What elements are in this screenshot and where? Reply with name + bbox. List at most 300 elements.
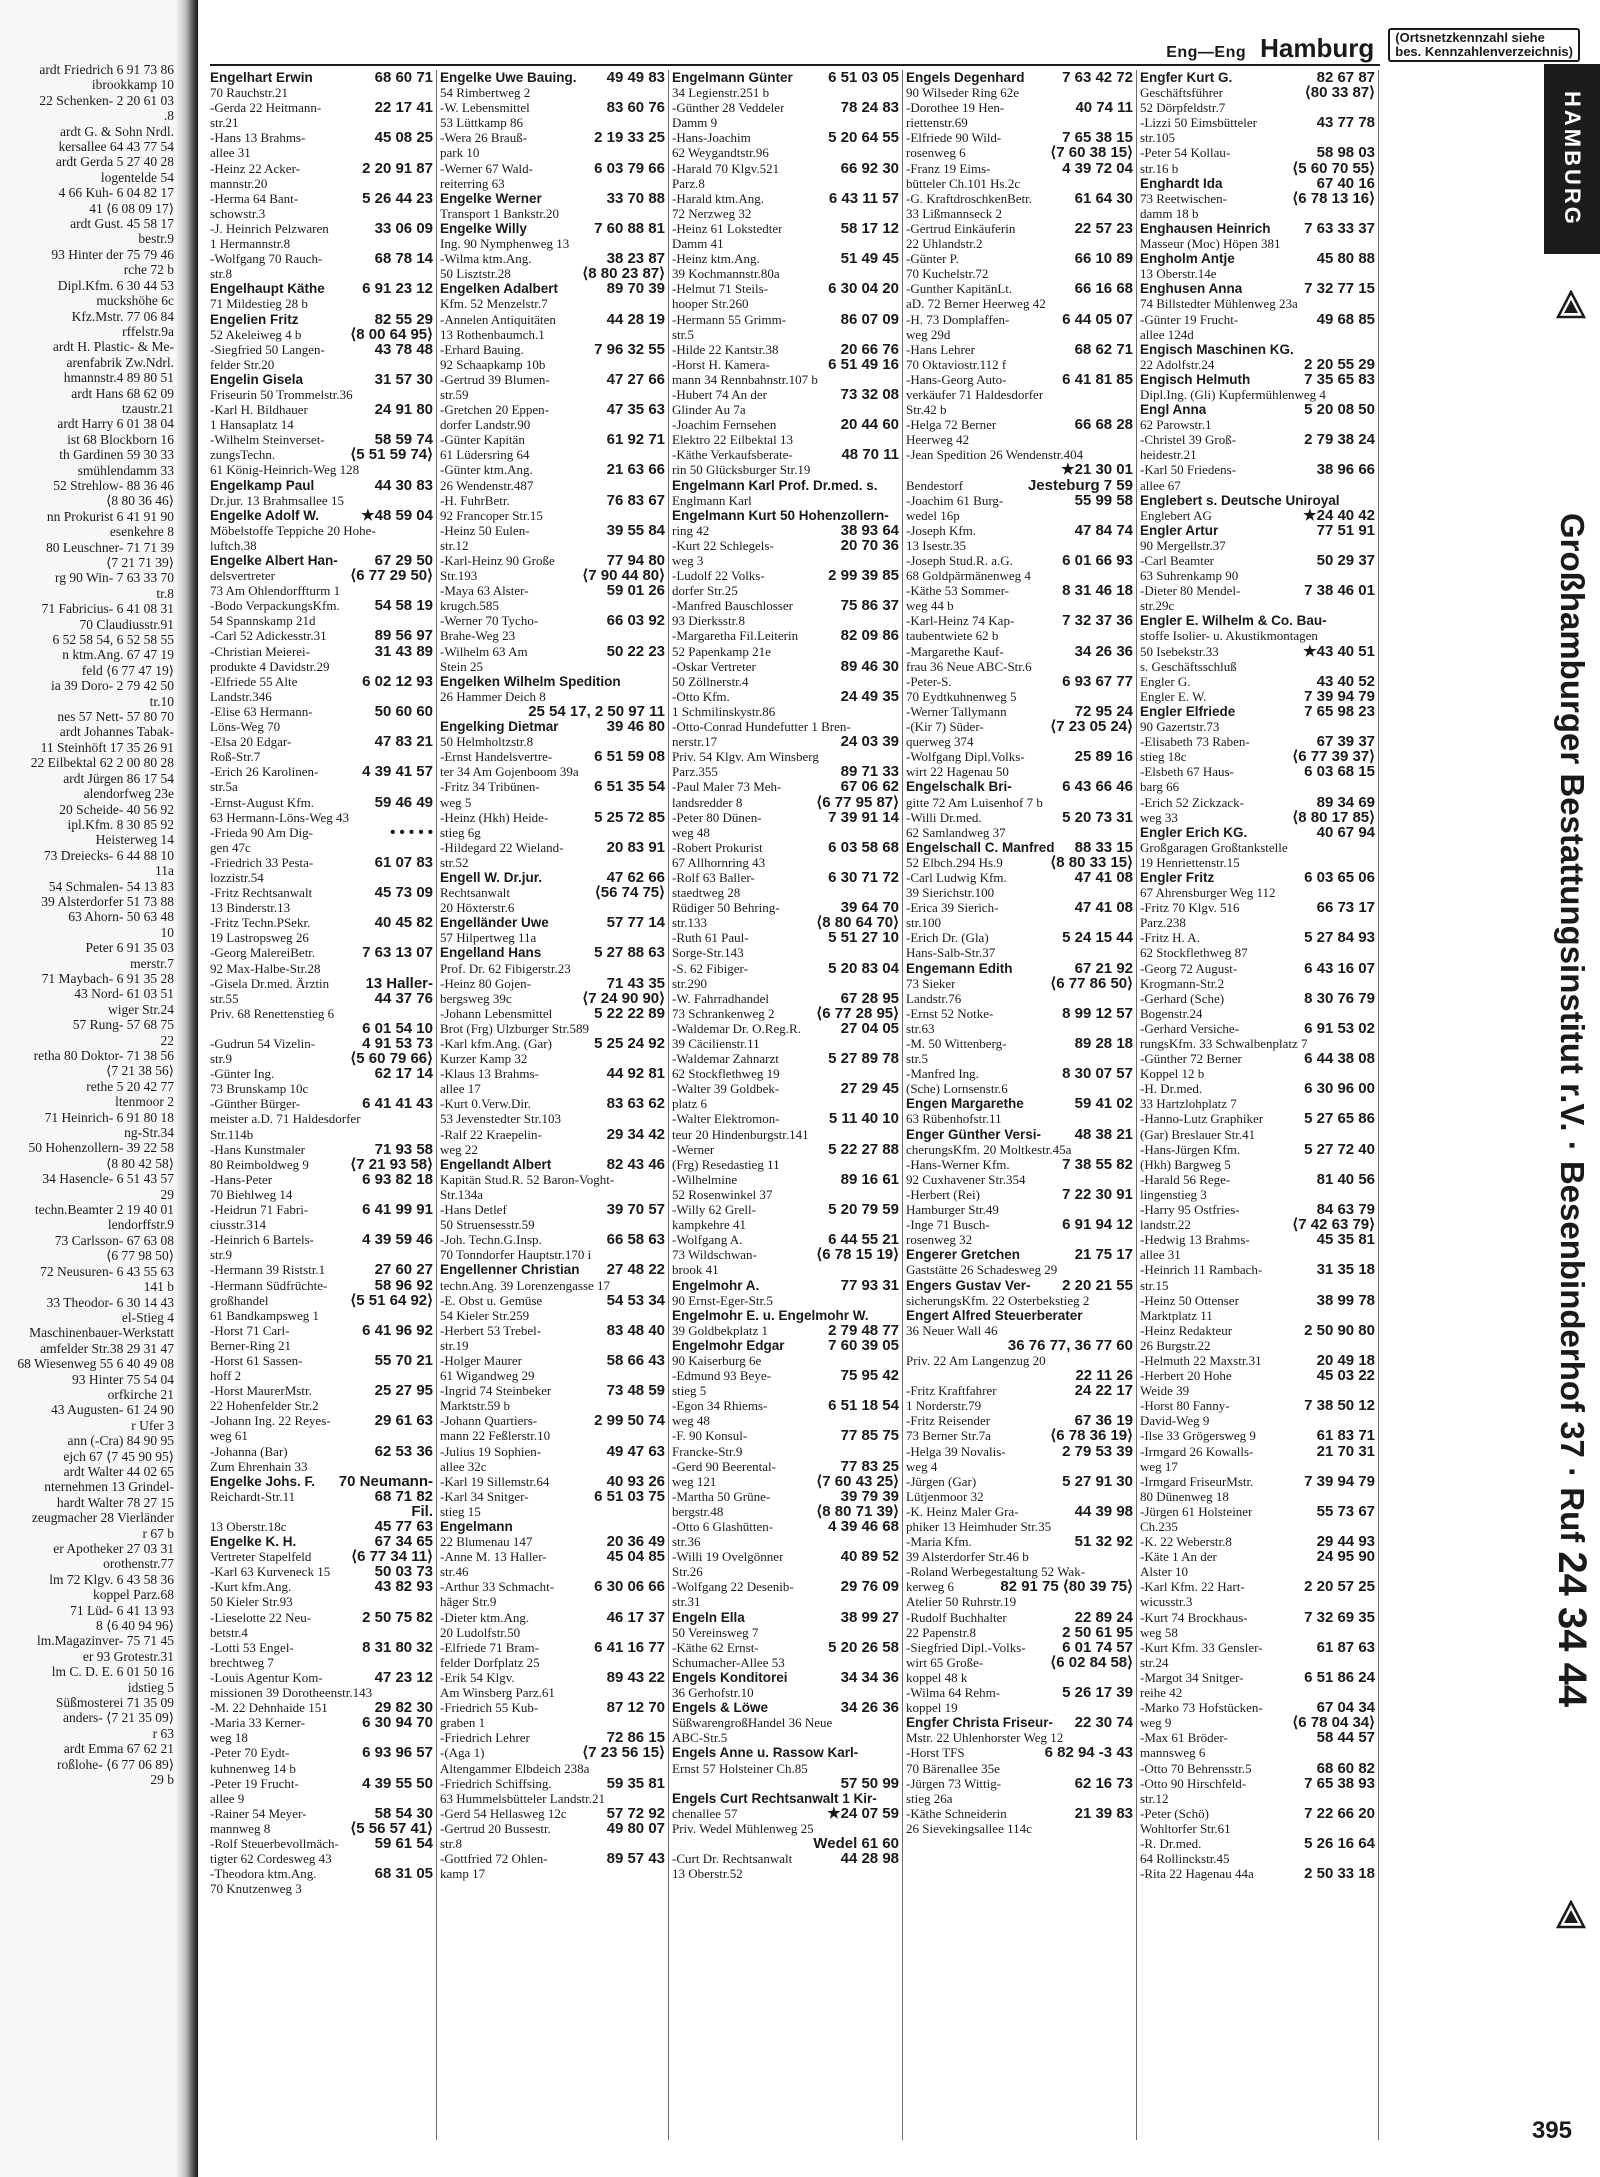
entry-phone-number bbox=[1129, 1761, 1133, 1776]
entry-phone-number: 55 99 58 bbox=[1074, 491, 1133, 509]
spine-line: hmannstr.4 89 80 51 bbox=[63, 370, 174, 386]
entry-phone-number: ⟨6 78 36 19⟩ bbox=[1050, 1427, 1133, 1445]
directory-entry bbox=[438, 1564, 668, 1579]
directory-entry bbox=[670, 432, 902, 447]
entry-phone-number: 58 98 03 bbox=[1316, 144, 1375, 162]
directory-entry bbox=[1138, 191, 1378, 206]
entry-name: großhandel bbox=[210, 1292, 269, 1308]
entry-name: Reichardt-Str.11 bbox=[210, 1488, 296, 1504]
directory-entry bbox=[904, 493, 1136, 508]
directory-entry bbox=[208, 689, 436, 704]
spine-line: lm.Magazinver- 75 71 45 bbox=[37, 1633, 174, 1649]
entry-phone-number: 27 48 22 bbox=[606, 1261, 665, 1279]
directory-entry bbox=[208, 1715, 436, 1730]
entry-name: Englebert s. Deutsche Uniroyal bbox=[1140, 492, 1340, 508]
directory-entry bbox=[1138, 1444, 1378, 1459]
directory-entry bbox=[1138, 1051, 1378, 1066]
entry-phone-number: 89 43 22 bbox=[606, 1668, 665, 1686]
entry-phone-number: 22 11 26 bbox=[1075, 1367, 1133, 1385]
directory-entry bbox=[208, 568, 436, 583]
entry-name: Engelin Gisela bbox=[210, 371, 304, 387]
directory-entry bbox=[670, 1851, 902, 1866]
entry-name: -Christian Meierei- bbox=[210, 643, 310, 659]
spine-line: ardt Gust. 45 58 17 bbox=[70, 216, 174, 232]
directory-entry bbox=[208, 1534, 436, 1549]
entry-phone-number bbox=[1129, 1791, 1133, 1806]
directory-entry bbox=[1138, 327, 1378, 342]
entry-name: -Rolf 63 Baller- bbox=[672, 869, 755, 885]
entry-phone-number bbox=[1129, 1202, 1133, 1217]
entry-phone-number: 67 04 34 bbox=[1316, 1699, 1375, 1717]
entry-name: 34 Legienstr.251 b bbox=[672, 85, 770, 101]
entry-name: -M. 50 Wittenberg- bbox=[906, 1036, 1007, 1051]
entry-phone-number bbox=[895, 1293, 899, 1308]
entry-name: Brot (Frg) Ulzburger Str.589 bbox=[440, 1020, 590, 1036]
directory-entry bbox=[208, 266, 436, 281]
entry-phone-number bbox=[895, 508, 899, 523]
entry-phone-number: 71 43 35 bbox=[606, 974, 665, 992]
entry-phone-number: 67 34 65 bbox=[374, 1533, 433, 1551]
entry-phone-number: 68 60 82 bbox=[1316, 1759, 1375, 1777]
spine-line: ejch 67 ⟨7 45 90 95⟩ bbox=[63, 1448, 174, 1464]
entry-phone-number: ⟨5 60 79 66⟩ bbox=[350, 1050, 433, 1068]
entry-name: 50 Isebekstr.33 bbox=[1140, 643, 1219, 659]
directory-entry bbox=[904, 1761, 1136, 1776]
entry-name: Engler Artur bbox=[1140, 522, 1219, 538]
entry-name: -Georg MalereiBetr. bbox=[210, 945, 316, 961]
entry-name: 50 Helmholtzstr.8 bbox=[440, 734, 534, 750]
directory-entry bbox=[904, 115, 1136, 130]
spine-line: ardt Jürgen 86 17 54 bbox=[63, 770, 174, 786]
entry-name: -Hermann 39 Riststr.1 bbox=[210, 1262, 326, 1278]
entry-phone-number: 39 70 57 bbox=[606, 1201, 665, 1219]
entry-name: Engels & Löwe bbox=[672, 1700, 769, 1716]
directory-entry bbox=[1138, 372, 1378, 387]
entry-name: Engell W. Dr.jur. bbox=[440, 869, 543, 885]
entry-phone-number: 76 83 67 bbox=[606, 491, 665, 509]
entry-name: stieg 18c bbox=[1140, 749, 1187, 765]
entry-phone-number bbox=[1371, 1519, 1375, 1534]
entry-name: -Hans-Werner Kfm. bbox=[906, 1156, 1010, 1172]
directory-entry bbox=[438, 281, 668, 296]
entry-phone-number bbox=[895, 1127, 899, 1142]
entry-phone-number bbox=[895, 1353, 899, 1368]
entry-name: -J. Heinrich Pelzwaren bbox=[210, 220, 329, 236]
entry-phone-number bbox=[895, 1791, 899, 1806]
directory-entry bbox=[670, 1519, 902, 1534]
entry-phone-number: ⟨8 80 64 70⟩ bbox=[816, 914, 899, 932]
entry-name: -Fritz Kraftfahrer bbox=[906, 1383, 997, 1399]
directory-entry bbox=[670, 1323, 902, 1338]
entry-name: 62 Stockflethweg 19 bbox=[672, 1066, 780, 1082]
entry-phone-number: ★24 40 42 bbox=[1303, 506, 1375, 524]
entry-name: Parz.355 bbox=[672, 764, 718, 780]
entry-phone-number: 6 51 49 16 bbox=[828, 355, 899, 373]
entry-name: Masseur (Moc) Höpen 381 bbox=[1140, 236, 1281, 252]
entry-name: -Martha 50 Grüne- bbox=[672, 1488, 771, 1504]
directory-entry bbox=[670, 553, 902, 568]
entry-name: cherungsKfm. 20 Moltkestr.45a bbox=[906, 1141, 1072, 1157]
entry-name: 64 Rollinckstr.45 bbox=[1140, 1851, 1230, 1867]
spine-line: ardt Friedrich 6 91 73 86 bbox=[39, 62, 174, 77]
spine-line: nes 57 Nett- 57 80 70 bbox=[57, 709, 174, 725]
entry-name: Krogmann-Str.2 bbox=[1140, 975, 1225, 991]
directory-column-3 bbox=[670, 70, 903, 2140]
directory-entry bbox=[438, 251, 668, 266]
entry-name: -Werner 67 Wald- bbox=[440, 160, 533, 176]
entry-phone-number: 61 92 71 bbox=[606, 431, 665, 449]
entry-name: -Elfriede 71 Bram- bbox=[440, 1639, 539, 1655]
entry-phone-number: ★21 30 01 bbox=[1061, 461, 1133, 479]
directory-entry bbox=[904, 221, 1136, 236]
entry-name: Engelken Adalbert bbox=[440, 281, 559, 297]
entry-phone-number bbox=[895, 885, 899, 900]
entry-phone-number bbox=[895, 1066, 899, 1081]
entry-name: platz 6 bbox=[672, 1096, 708, 1112]
entry-name: -Otto 70 Behrensstr.5 bbox=[1140, 1760, 1252, 1776]
directory-entry bbox=[904, 70, 1136, 85]
entry-name: -W. Fahrradhandel bbox=[672, 990, 769, 1006]
entry-name: Francke-Str.9 bbox=[672, 1443, 743, 1459]
directory-entry bbox=[904, 840, 1136, 855]
entry-name: -Gudrun 54 Vizelin- bbox=[210, 1036, 316, 1051]
entry-name: -Theodora ktm.Ang. bbox=[210, 1866, 317, 1882]
directory-entry bbox=[438, 85, 668, 100]
entry-name: -Fritz Reisender bbox=[906, 1413, 991, 1429]
entry-name: str.19 bbox=[440, 1337, 469, 1353]
entry-name: s. Geschäftsschluß bbox=[1140, 658, 1237, 674]
directory-entry bbox=[1138, 1081, 1378, 1096]
directory-entry bbox=[438, 915, 668, 930]
entry-phone-number: 6 41 16 77 bbox=[594, 1638, 665, 1656]
entry-name: ter 34 Am Gojenboom 39a bbox=[440, 764, 579, 780]
directory-entry bbox=[208, 1610, 436, 1625]
entry-phone-number: 62 53 36 bbox=[374, 1442, 433, 1460]
directory-entry bbox=[670, 764, 902, 779]
entry-name: Damm 41 bbox=[672, 236, 724, 252]
directory-entry bbox=[208, 462, 436, 477]
entry-name: -Gunther KapitänLt. bbox=[906, 281, 1013, 297]
entry-phone-number bbox=[1371, 387, 1375, 402]
spine-line: 57 Rung- 57 68 75 bbox=[72, 1017, 174, 1033]
spine-line: 43 Nord- 61 03 51 bbox=[74, 986, 174, 1002]
entry-phone-number: ⟨7 42 63 79⟩ bbox=[1292, 1216, 1375, 1234]
entry-phone-number: 55 73 67 bbox=[1316, 1502, 1375, 1520]
entry-name: -Curt Dr. Rechtsanwalt bbox=[672, 1851, 793, 1867]
entry-name: -Herbert 53 Trebel- bbox=[440, 1322, 542, 1338]
directory-entry bbox=[670, 417, 902, 432]
directory-entry bbox=[904, 659, 1136, 674]
entry-phone-number: 89 34 69 bbox=[1316, 793, 1375, 811]
entry-phone-number bbox=[661, 825, 665, 840]
entry-phone-number bbox=[661, 689, 665, 704]
entry-phone-number: • • • • • bbox=[390, 823, 433, 841]
entry-name: Engelken Wilhelm Spedition bbox=[440, 673, 621, 689]
entry-name: -Franz 19 Eims- bbox=[906, 160, 991, 176]
directory-entry bbox=[904, 161, 1136, 176]
directory-entry bbox=[670, 1504, 902, 1519]
spine-line: er 93 Grotestr.31 bbox=[82, 1648, 174, 1664]
entry-phone-number: 7 22 66 20 bbox=[1304, 1804, 1375, 1822]
spine-line: 39 Alsterdorfer 51 73 88 bbox=[41, 893, 174, 909]
directory-entry bbox=[670, 825, 902, 840]
entry-name: Glinder Au 7a bbox=[672, 402, 746, 418]
directory-entry bbox=[1138, 1278, 1378, 1293]
entry-phone-number: 46 17 37 bbox=[606, 1608, 665, 1626]
directory-entry bbox=[670, 628, 902, 643]
entry-name: 26 Sievekingsallee 114c bbox=[906, 1820, 1032, 1836]
spine-line: 41 ⟨6 08 09 17⟩ bbox=[89, 200, 174, 216]
directory-entry bbox=[1138, 976, 1378, 991]
directory-entry bbox=[670, 870, 902, 885]
entry-name: -(Kir 7) Süder- bbox=[906, 719, 984, 735]
entry-phone-number: ⟨6 77 29 50⟩ bbox=[350, 567, 433, 585]
directory-entry bbox=[670, 1791, 902, 1806]
entry-name: koppel 19 bbox=[906, 1700, 958, 1716]
entry-name: Engfer Kurt G. bbox=[1140, 70, 1233, 85]
directory-entry bbox=[670, 795, 902, 810]
entry-name: -Elfriede 55 Alte bbox=[210, 673, 298, 689]
entry-phone-number: 6 93 67 77 bbox=[1062, 672, 1133, 690]
entry-phone-number bbox=[1371, 266, 1375, 281]
directory-column-4 bbox=[904, 70, 1137, 2140]
entry-phone-number: 51 49 45 bbox=[840, 250, 899, 268]
directory-entry bbox=[208, 991, 436, 1006]
entry-name: -Walter Elektromon- bbox=[672, 1111, 780, 1127]
entry-phone-number: ⟨5 51 64 92⟩ bbox=[350, 1291, 433, 1309]
entry-phone-number: 6 01 66 93 bbox=[1062, 552, 1133, 569]
entry-name: heidestr.21 bbox=[1140, 447, 1197, 463]
entry-phone-number bbox=[429, 1398, 433, 1413]
directory-entry bbox=[904, 1579, 1136, 1594]
entry-name: Heerweg 42 bbox=[906, 432, 970, 448]
entry-name: kerweg 6 bbox=[906, 1579, 955, 1595]
directory-entry bbox=[208, 1504, 436, 1519]
entry-phone-number: 45 73 09 bbox=[374, 884, 433, 902]
entry-phone-number bbox=[1371, 1036, 1375, 1051]
directory-entry bbox=[438, 1172, 668, 1187]
entry-phone-number: 44 30 83 bbox=[374, 476, 433, 494]
directory-entry bbox=[438, 976, 668, 991]
directory-entry bbox=[670, 659, 902, 674]
entry-phone-number bbox=[429, 1081, 433, 1096]
directory-entry bbox=[438, 810, 668, 825]
entry-phone-number bbox=[661, 961, 665, 976]
directory-entry bbox=[438, 1549, 668, 1564]
entry-name: Rechtsanwalt bbox=[440, 885, 511, 901]
directory-entry bbox=[438, 870, 668, 885]
entry-name: 90 Gazertstr.73 bbox=[1140, 719, 1220, 735]
entry-phone-number bbox=[895, 1564, 899, 1579]
entry-name: 13 Isestr.35 bbox=[906, 537, 966, 553]
entry-phone-number bbox=[661, 387, 665, 402]
entry-name: Geschäftsführer bbox=[1140, 85, 1224, 101]
entry-name: 39 Sierichstr.100 bbox=[906, 885, 995, 901]
entry-name: 22 Adolfstr.24 bbox=[1140, 356, 1215, 372]
directory-entry bbox=[1138, 1308, 1378, 1323]
directory-entry bbox=[438, 402, 668, 417]
directory-entry bbox=[208, 1157, 436, 1172]
entry-name: -Horst 80 Fanny- bbox=[1140, 1398, 1230, 1414]
directory-entry bbox=[208, 296, 436, 311]
directory-entry bbox=[438, 719, 668, 734]
entry-phone-number: 43 82 93 bbox=[374, 1578, 433, 1596]
entry-phone-number bbox=[895, 1444, 899, 1459]
directory-entry bbox=[1138, 312, 1378, 327]
entry-name: Engelmann Kurt 50 Hohenzollern- bbox=[672, 507, 889, 523]
entry-name: -K. Heinz Maler Gra- bbox=[906, 1503, 1019, 1519]
entry-phone-number bbox=[429, 296, 433, 311]
entry-name: Enghardt Ida bbox=[1140, 175, 1223, 191]
spine-line: ist 68 Blockborn 16 bbox=[67, 431, 174, 447]
directory-entry bbox=[208, 176, 436, 191]
spine-line: alendorfweg 23e bbox=[83, 786, 174, 802]
entry-name: Berner-Ring 21 bbox=[210, 1337, 291, 1353]
entry-name: allee 124d bbox=[1140, 326, 1194, 342]
entry-name: Engelke Johs. F. bbox=[210, 1473, 316, 1489]
directory-entry bbox=[208, 387, 436, 402]
directory-entry bbox=[670, 145, 902, 160]
entry-name: 70 Knutzenweg 3 bbox=[210, 1881, 302, 1897]
entry-phone-number: 45 04 85 bbox=[606, 1548, 665, 1566]
entry-name: park 10 bbox=[440, 145, 480, 161]
entry-phone-number: 73 32 08 bbox=[840, 385, 899, 403]
entry-name: gitte 72 Am Luisenhof 7 b bbox=[906, 794, 1043, 810]
directory-entry bbox=[1138, 961, 1378, 976]
entry-phone-number: 43 77 78 bbox=[1316, 114, 1375, 132]
entry-phone-number: 67 40 16 bbox=[1316, 174, 1375, 192]
directory-entry bbox=[904, 1564, 1136, 1579]
entry-name: 26 Hammer Deich 8 bbox=[440, 688, 546, 704]
entry-phone-number: 7 39 94 79 bbox=[1304, 687, 1375, 705]
entry-phone-number bbox=[429, 1594, 433, 1609]
entry-phone-number: 24 91 80 bbox=[374, 401, 433, 419]
directory-entry bbox=[208, 628, 436, 643]
entry-name: str.63 bbox=[906, 1020, 935, 1036]
directory-entry bbox=[208, 764, 436, 779]
entry-name: -Rainer 54 Meyer- bbox=[210, 1805, 307, 1821]
entry-name: -Peter 80 Dünen- bbox=[672, 809, 762, 825]
directory-entry bbox=[208, 402, 436, 417]
entry-phone-number bbox=[661, 357, 665, 372]
directory-entry bbox=[1138, 281, 1378, 296]
directory-entry bbox=[904, 538, 1136, 553]
directory-entry bbox=[904, 478, 1136, 493]
directory-entry bbox=[904, 825, 1136, 840]
entry-phone-number bbox=[429, 1851, 433, 1866]
entry-name: Landstr.76 bbox=[906, 990, 962, 1006]
directory-entry bbox=[904, 1066, 1136, 1081]
directory-entry bbox=[438, 644, 668, 659]
directory-entry bbox=[438, 327, 668, 342]
entry-name: 19 Lastropsweg 26 bbox=[210, 930, 309, 946]
entry-phone-number bbox=[661, 1564, 665, 1579]
directory-entry bbox=[904, 885, 1136, 900]
spine-line: 63 Ahorn- 50 63 48 bbox=[68, 909, 174, 925]
directory-entry bbox=[670, 1821, 902, 1836]
directory-entry bbox=[438, 674, 668, 689]
directory-entry bbox=[208, 1096, 436, 1111]
entry-phone-number: 22 57 23 bbox=[1074, 219, 1133, 237]
entry-name: 67 Allhornring 43 bbox=[672, 854, 766, 870]
directory-entry bbox=[904, 130, 1136, 145]
directory-entry bbox=[208, 1730, 436, 1745]
entry-phone-number bbox=[661, 1172, 665, 1187]
entry-phone-number: ⟨6 78 15 19⟩ bbox=[816, 1246, 899, 1264]
entry-phone-number bbox=[895, 432, 899, 447]
entry-phone-number: 62 16 73 bbox=[1074, 1774, 1133, 1792]
directory-entry bbox=[670, 1036, 902, 1051]
entry-phone-number: 89 46 30 bbox=[840, 657, 899, 675]
entry-name: mann 34 Rennbahnstr.107 b bbox=[672, 371, 818, 387]
entry-name: bütteler Ch.101 Hs.2c bbox=[906, 175, 1021, 191]
directory-entry bbox=[670, 1549, 902, 1564]
directory-entry bbox=[208, 1081, 436, 1096]
entry-phone-number bbox=[1371, 206, 1375, 221]
entry-phone-number: 89 71 33 bbox=[840, 763, 899, 781]
entry-name: 62 Parowstr.1 bbox=[1140, 417, 1212, 433]
entry-phone-number bbox=[895, 1308, 899, 1323]
entry-name: 52 Dörpfeldstr.7 bbox=[1140, 100, 1226, 116]
entry-phone-number bbox=[429, 659, 433, 674]
entry-phone-number: 87 12 70 bbox=[606, 1699, 665, 1717]
spine-line: r 67 b bbox=[142, 1525, 174, 1541]
spine-line: el-Stieg 4 bbox=[121, 1309, 174, 1325]
entry-name: bergsweg 39c bbox=[440, 990, 512, 1006]
entry-name: -Willy 62 Grell- bbox=[672, 1202, 756, 1218]
spine-line: hardt Walter 78 27 15 bbox=[56, 1494, 174, 1510]
entry-phone-number bbox=[1129, 1111, 1133, 1126]
spine-line: orfkirche 21 bbox=[107, 1386, 174, 1402]
entry-phone-number: 27 04 05 bbox=[840, 1019, 899, 1037]
directory-entry bbox=[1138, 870, 1378, 885]
directory-entry bbox=[904, 1413, 1136, 1428]
entry-phone-number: 89 56 97 bbox=[374, 627, 433, 645]
entry-name: -Peter 19 Frucht- bbox=[210, 1775, 299, 1791]
entry-phone-number bbox=[661, 674, 665, 689]
entry-phone-number: 6 43 66 46 bbox=[1062, 778, 1133, 796]
spine-line: 73 Dreiecks- 6 44 88 10 bbox=[43, 847, 174, 863]
directory-entry bbox=[904, 447, 1136, 462]
entry-name: hooper Str.260 bbox=[672, 296, 749, 312]
entry-phone-number: 58 54 30 bbox=[374, 1804, 433, 1822]
entry-name: Priv. 54 Klgv. Am Winsberg bbox=[672, 749, 819, 765]
directory-entry bbox=[438, 1157, 668, 1172]
previous-page-spine bbox=[0, 0, 200, 2177]
entry-name: -Kurt kfm.Ang. bbox=[210, 1579, 292, 1595]
directory-entry bbox=[1138, 206, 1378, 221]
directory-entry bbox=[904, 387, 1136, 402]
entry-name: 19 Henriettenstr.15 bbox=[1140, 854, 1240, 870]
entry-phone-number bbox=[1371, 1383, 1375, 1398]
entry-phone-number: 77 83 25 bbox=[840, 1457, 899, 1475]
directory-entry bbox=[208, 1549, 436, 1564]
entry-name: -F. 90 Konsul- bbox=[672, 1428, 748, 1444]
entry-phone-number bbox=[1129, 1700, 1133, 1715]
spine-line: kersallee 64 43 77 54 bbox=[58, 139, 174, 155]
entry-name: str.290 bbox=[672, 975, 708, 991]
entry-name: -Edmund 93 Beye- bbox=[672, 1368, 771, 1384]
entry-phone-number bbox=[661, 1217, 665, 1232]
entry-phone-number: 6 03 79 66 bbox=[594, 159, 665, 177]
entry-phone-number bbox=[429, 523, 433, 538]
entry-name: allee 31 bbox=[210, 145, 251, 161]
directory-entry bbox=[208, 1142, 436, 1157]
directory-entry bbox=[208, 598, 436, 613]
directory-entry bbox=[1138, 704, 1378, 719]
directory-entry bbox=[904, 281, 1136, 296]
entry-name: str.59 bbox=[440, 386, 469, 402]
